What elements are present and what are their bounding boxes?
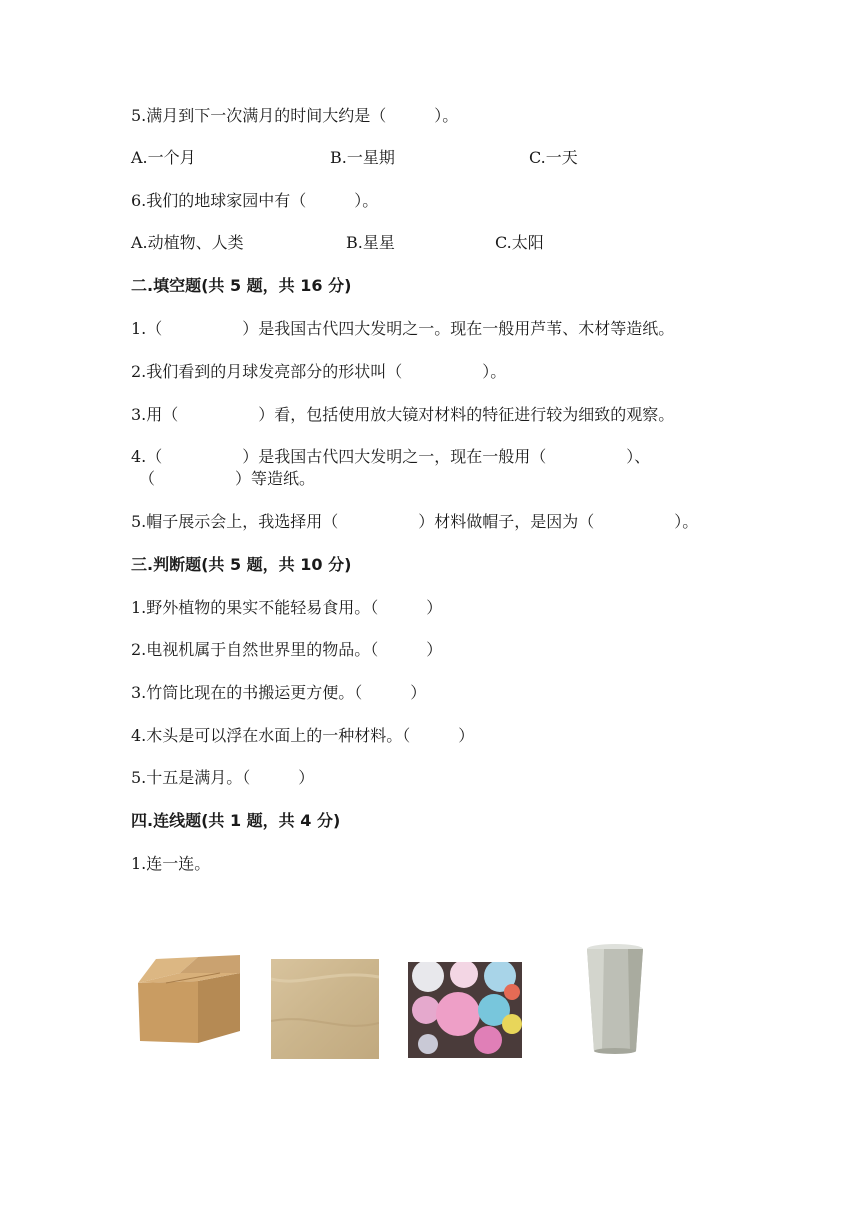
question-judge-1: 1.野外植物的果实不能轻易食用。（ ） — [131, 598, 443, 617]
question-fill-2: 2.我们看到的月球发亮部分的形状叫（ ）。 — [131, 362, 507, 381]
question-fill-4-line2: （ ）等造纸。 — [139, 469, 316, 488]
paper-lanterns-image — [408, 962, 522, 1058]
kraft-paper-image — [271, 959, 379, 1059]
question-fill-5: 5.帽子展示会上，我选择用（ ）材料做帽子，是因为（ ）。 — [131, 512, 699, 531]
question-judge-4: 4.木头是可以浮在水面上的一种材料。（ ） — [131, 726, 475, 745]
option-b: B.星星 — [346, 233, 395, 252]
section-heading-fill: 二.填空题(共 5 题，共 16 分) — [131, 276, 352, 295]
question-fill-4-line1: 4.（ ）是我国古代四大发明之一，现在一般用（ ）、 — [131, 447, 651, 466]
option-a: A.一个月 — [131, 148, 196, 167]
section-heading-judge: 三.判断题(共 5 题，共 10 分) — [131, 555, 352, 574]
question-match-1: 1.连一连。 — [131, 854, 211, 873]
question-judge-2: 2.电视机属于自然世界里的物品。（ ） — [131, 640, 443, 659]
question-fill-1: 1.（ ）是我国古代四大发明之一。现在一般用芦苇、木材等造纸。 — [131, 319, 675, 338]
option-c: C.太阳 — [495, 233, 544, 252]
paper-cup-image — [582, 941, 648, 1057]
option-b: B.一星期 — [330, 148, 395, 167]
question-choice-5: 5.满月到下一次满月的时间大约是（ ）。 — [131, 106, 459, 125]
question-judge-5: 5.十五是满月。（ ） — [131, 768, 315, 787]
section-heading-match: 四.连线题(共 1 题，共 4 分) — [131, 811, 341, 830]
cardboard-box-image — [136, 953, 244, 1045]
question-fill-3: 3.用（ ）看，包括使用放大镜对材料的特征进行较为细致的观察。 — [131, 405, 675, 424]
question-choice-6: 6.我们的地球家园中有（ ）。 — [131, 191, 379, 210]
option-c: C.一天 — [529, 148, 578, 167]
option-a: A.动植物、人类 — [131, 233, 244, 252]
question-judge-3: 3.竹筒比现在的书搬运更方便。（ ） — [131, 683, 427, 702]
